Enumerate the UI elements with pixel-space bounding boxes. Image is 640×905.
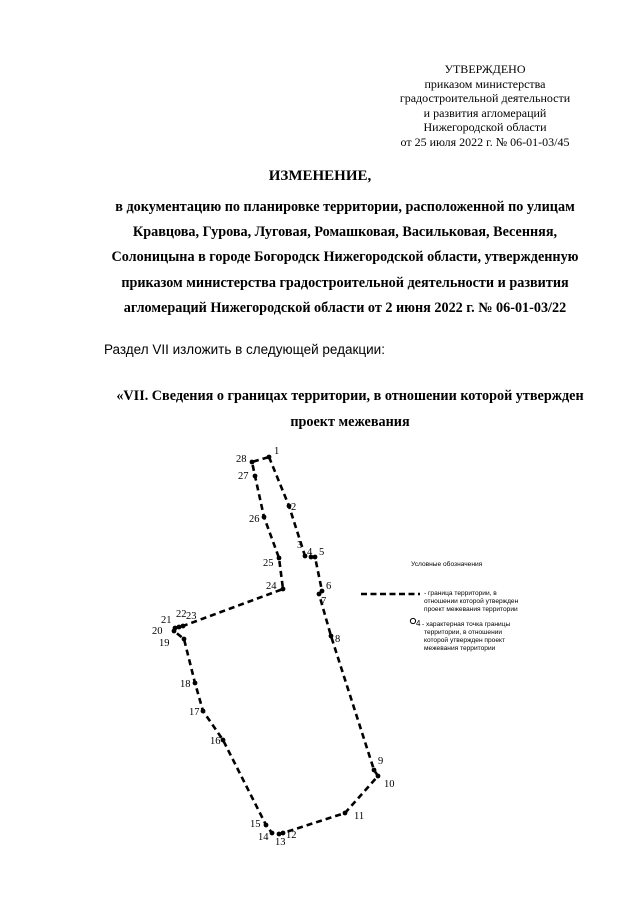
legend-boundary-text: - граница территории, в	[424, 590, 497, 597]
boundary-point-marker	[372, 768, 377, 773]
boundary-point-marker	[253, 474, 258, 479]
legend-boundary-text: отношении которой утвержден	[424, 598, 519, 605]
boundary-point-marker	[277, 556, 282, 561]
boundary-point-label: 9	[378, 756, 384, 767]
boundary-point-label: 5	[319, 547, 325, 558]
section-title-line: проект межевания	[290, 413, 410, 430]
boundary-point-marker	[201, 709, 206, 714]
approval-line: Нижегородской области	[423, 120, 547, 134]
legend-point-symbol: 4	[416, 619, 421, 628]
legend-title: Условные обозначения	[411, 561, 483, 568]
boundary-point-marker	[264, 823, 269, 828]
boundary-point-label: 28	[236, 454, 247, 465]
legend-point-text: территории, в отношении	[424, 629, 503, 636]
boundary-point-marker	[281, 587, 286, 592]
boundary-point-marker	[343, 811, 348, 816]
boundary-point-label: 8	[335, 634, 341, 645]
legend-point-icon	[410, 618, 415, 623]
subtitle-line: агломераций Нижегородской области от 2 июня 2022 г. № 06-01-03/22	[123, 299, 567, 316]
boundary-point-label: 12	[286, 830, 297, 841]
boundary-point-label: 21	[161, 615, 172, 626]
boundary-point-marker	[193, 681, 198, 686]
legend-boundary-text: проект межевания территории	[424, 606, 518, 613]
boundary-point-label: 22	[176, 609, 187, 620]
boundary-point-marker	[270, 831, 275, 836]
boundary-point-marker	[173, 626, 178, 631]
subtitle-line: в документацию по планировке территории, расположенной по улицам	[115, 199, 575, 215]
boundary-point-label: 1	[274, 446, 280, 457]
subtitle-line: Кравцова, Гурова, Луговая, Ромашковая, Васильковая, Весенняя,	[132, 224, 558, 241]
boundary-point-marker	[376, 774, 381, 779]
approval-line: и развития агломераций	[423, 105, 547, 120]
boundary-point-label: 11	[354, 811, 365, 822]
boundary-point-label: 16	[210, 736, 221, 747]
approval-line: от 25 июля 2022 г. № 06-01-03/45	[400, 134, 570, 149]
boundary-plan-layer	[152, 446, 395, 848]
approval-line: приказом министерства	[424, 76, 546, 91]
boundary-point-label: 27	[238, 471, 249, 482]
legend	[361, 560, 519, 652]
approval-line: УТВЕРЖДЕНО	[444, 62, 526, 76]
boundary-point-marker	[250, 460, 255, 465]
document-title: ИЗМЕНЕНИЕ,	[268, 168, 372, 184]
legend-point-text: которой утвержден проект	[424, 637, 505, 644]
boundary-point-marker	[329, 634, 334, 639]
section-title-line: «VII. Сведения о границах территории, в отношении которой утвержден	[116, 388, 584, 404]
boundary-point-label: 23	[186, 611, 197, 622]
boundary-point-marker	[221, 738, 226, 743]
subtitle-line: приказом министерства градостроительной деятельности и развития	[121, 274, 569, 291]
boundary-point-label: 19	[159, 638, 170, 649]
boundary-point-label: 7	[321, 596, 327, 607]
boundary-point-label: 18	[180, 679, 191, 690]
legend-point-text: - характерная точка границы	[422, 621, 511, 628]
boundary-point-label: 10	[384, 779, 395, 790]
boundary-point-label: 20	[152, 626, 163, 637]
boundary-point-marker	[277, 832, 282, 837]
boundary-point-label: 2	[291, 502, 297, 513]
boundary-point-label: 26	[249, 514, 260, 525]
legend-point-text: межевания территории	[424, 645, 496, 652]
boundary-point-label: 6	[326, 581, 332, 592]
boundary-line	[174, 457, 378, 834]
boundary-point-marker	[262, 515, 267, 520]
boundary-point-marker	[181, 624, 186, 629]
boundary-point-marker	[177, 625, 182, 630]
boundary-point-label: 3	[297, 540, 303, 551]
boundary-point-label: 25	[263, 558, 274, 569]
boundary-point-label: 13	[275, 837, 286, 848]
section-instruction: Раздел VII изложить в следующей редакции:	[104, 342, 385, 357]
boundary-point-label: 17	[189, 707, 200, 718]
boundary-point-label: 14	[258, 832, 269, 843]
boundary-point-marker	[313, 555, 318, 560]
boundary-point-marker	[281, 831, 286, 836]
boundary-point-label: 24	[266, 581, 277, 592]
subtitle-line: Солоницына в городе Богородск Нижегородской области, утвержденную	[111, 249, 579, 266]
boundary-point-label: 15	[250, 819, 261, 830]
boundary-point-marker	[182, 637, 187, 642]
approval-line: градостроительной деятельности	[399, 91, 571, 105]
boundary-point-label: 4	[307, 547, 313, 558]
boundary-point-marker	[267, 455, 272, 460]
